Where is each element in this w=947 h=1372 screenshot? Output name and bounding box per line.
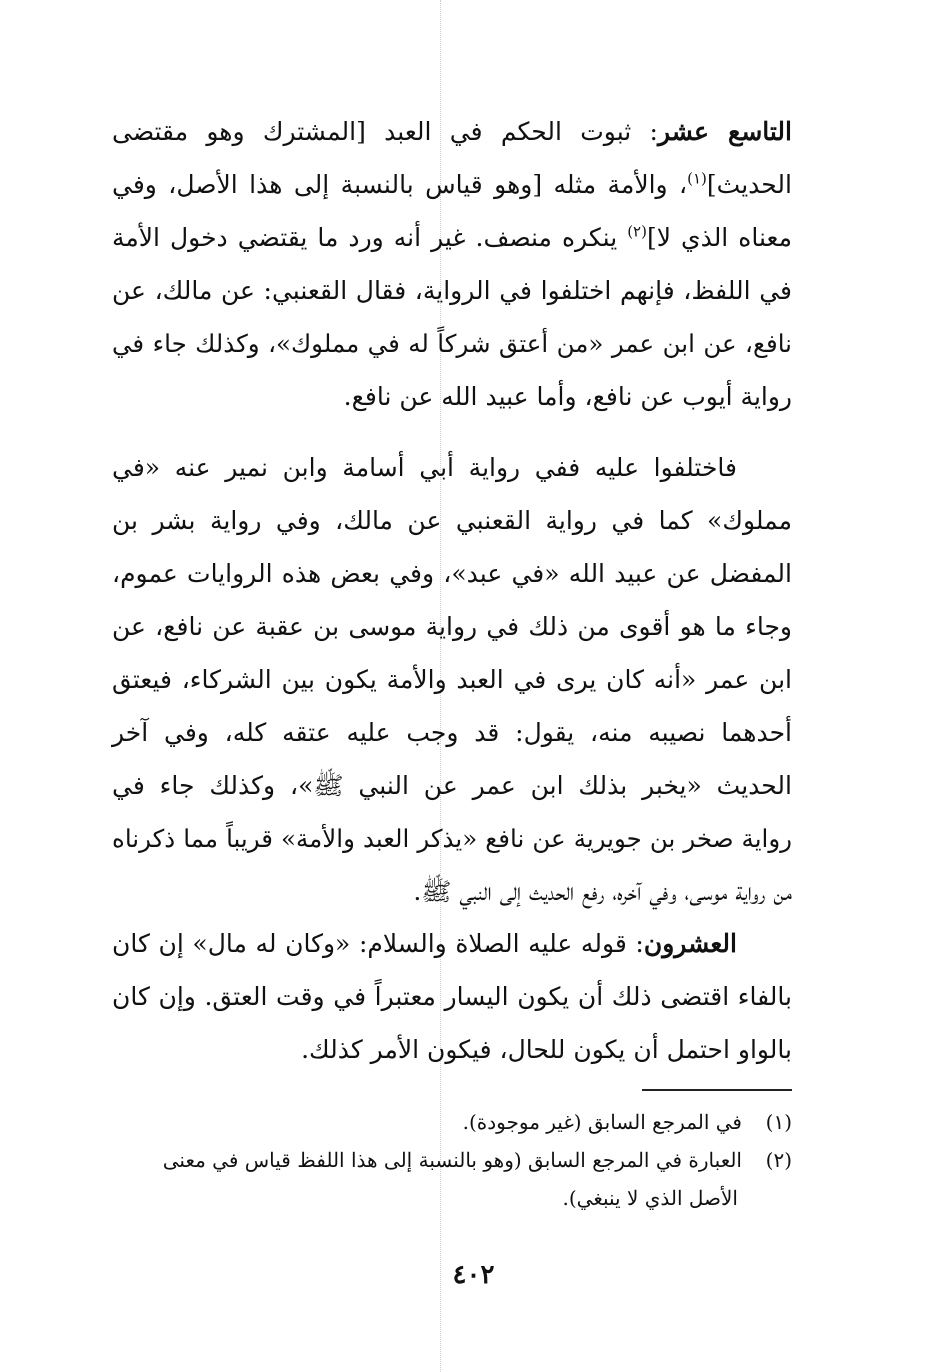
- text-line: من رواية موسى، وفي آخره، رفع الحديث إلى النبي ﷺ.: [413, 877, 792, 906]
- section-label: التاسع عشر: [657, 117, 792, 146]
- section-label: العشرون: [643, 929, 737, 958]
- text-line: نافع، عن ابن عمر «من أعتق شركاً له في مملوك»، وكذلك جاء في: [112, 329, 792, 358]
- text-line: معناه الذي لا]$^{(٢)}$ ينكره منصف. غير أنه ورد ما يقتضي دخول الأمة: [112, 222, 792, 252]
- text-line: رواية صخر بن جويرية عن نافع «يذكر العبد والأمة» قريباً مما ذكرناه: [112, 824, 792, 853]
- text-line: فاختلفوا عليه ففي رواية أبي أسامة وابن نمير عنه «في: [112, 453, 737, 482]
- footnote-2: (٢)العبارة في المرجع السابق (وهو بالنسبة إلى هذا اللفظ قياس في معنى: [112, 1141, 792, 1179]
- footnote-1: (١)في المرجع السابق (غير موجودة).: [112, 1103, 792, 1141]
- text-line: مملوك» كما في رواية القعنبي عن مالك، وفي رواية بشر بن: [112, 506, 792, 535]
- text-line: التاسع عشر: ثبوت الحكم في العبد [المشترك وهو مقتضى: [112, 117, 792, 146]
- paragraph-nineteenth: [112, 105, 792, 423]
- text-line: الحديث «يخبر بذلك ابن عمر عن النبي ﷺ»، وكذلك جاء في: [112, 771, 792, 800]
- footnote-ref: (١): [687, 169, 707, 188]
- footnotes: [112, 1103, 792, 1217]
- footnote-ref: (٢): [627, 222, 647, 241]
- text-line: ابن عمر «أنه كان يرى في العبد والأمة يكون بين الشركاء، فيعتق: [112, 665, 792, 694]
- footnote-2-continuation: الأصل الذي لا ينبغي).: [562, 1186, 738, 1210]
- text-line: الحديث]$^{(١)}$، والأمة مثله [وهو قياس بالنسبة إلى هذا الأصل، وفي: [112, 169, 792, 199]
- page-number: ٤٠٢: [452, 1260, 495, 1290]
- text-line: أحدهما نصيبه منه، يقول: قد وجب عليه عتقه كله، وفي آخر: [112, 718, 792, 747]
- footnote-number: (٢): [765, 1148, 792, 1172]
- text-line: وجاء ما هو أقوى من ذلك في رواية موسى بن عقبة عن نافع، عن: [112, 612, 792, 641]
- paragraph-riwayat: [112, 441, 792, 918]
- text-line: في اللفظ، فإنهم اختلفوا في الرواية، فقال القعنبي: عن مالك، عن: [112, 276, 792, 305]
- footnote-number: (١): [765, 1110, 792, 1134]
- text-line: بالواو احتمل أن يكون للحال، فيكون الأمر كذلك.: [301, 1035, 792, 1064]
- text-line: العشرون: قوله عليه الصلاة والسلام: «وكان له مال» إن كان: [112, 929, 737, 958]
- paragraph-twentieth: [112, 917, 792, 1076]
- footnote-separator: [642, 1089, 792, 1091]
- text-line: رواية أيوب عن نافع، وأما عبيد الله عن نافع.: [343, 382, 792, 411]
- text-line: المفضل عن عبيد الله «في عبد»، وفي بعض هذه الروايات عموم،: [112, 559, 792, 588]
- text-line: بالفاء اقتضى ذلك أن يكون اليسار معتبراً في وقت العتق. وإن كان: [112, 982, 792, 1011]
